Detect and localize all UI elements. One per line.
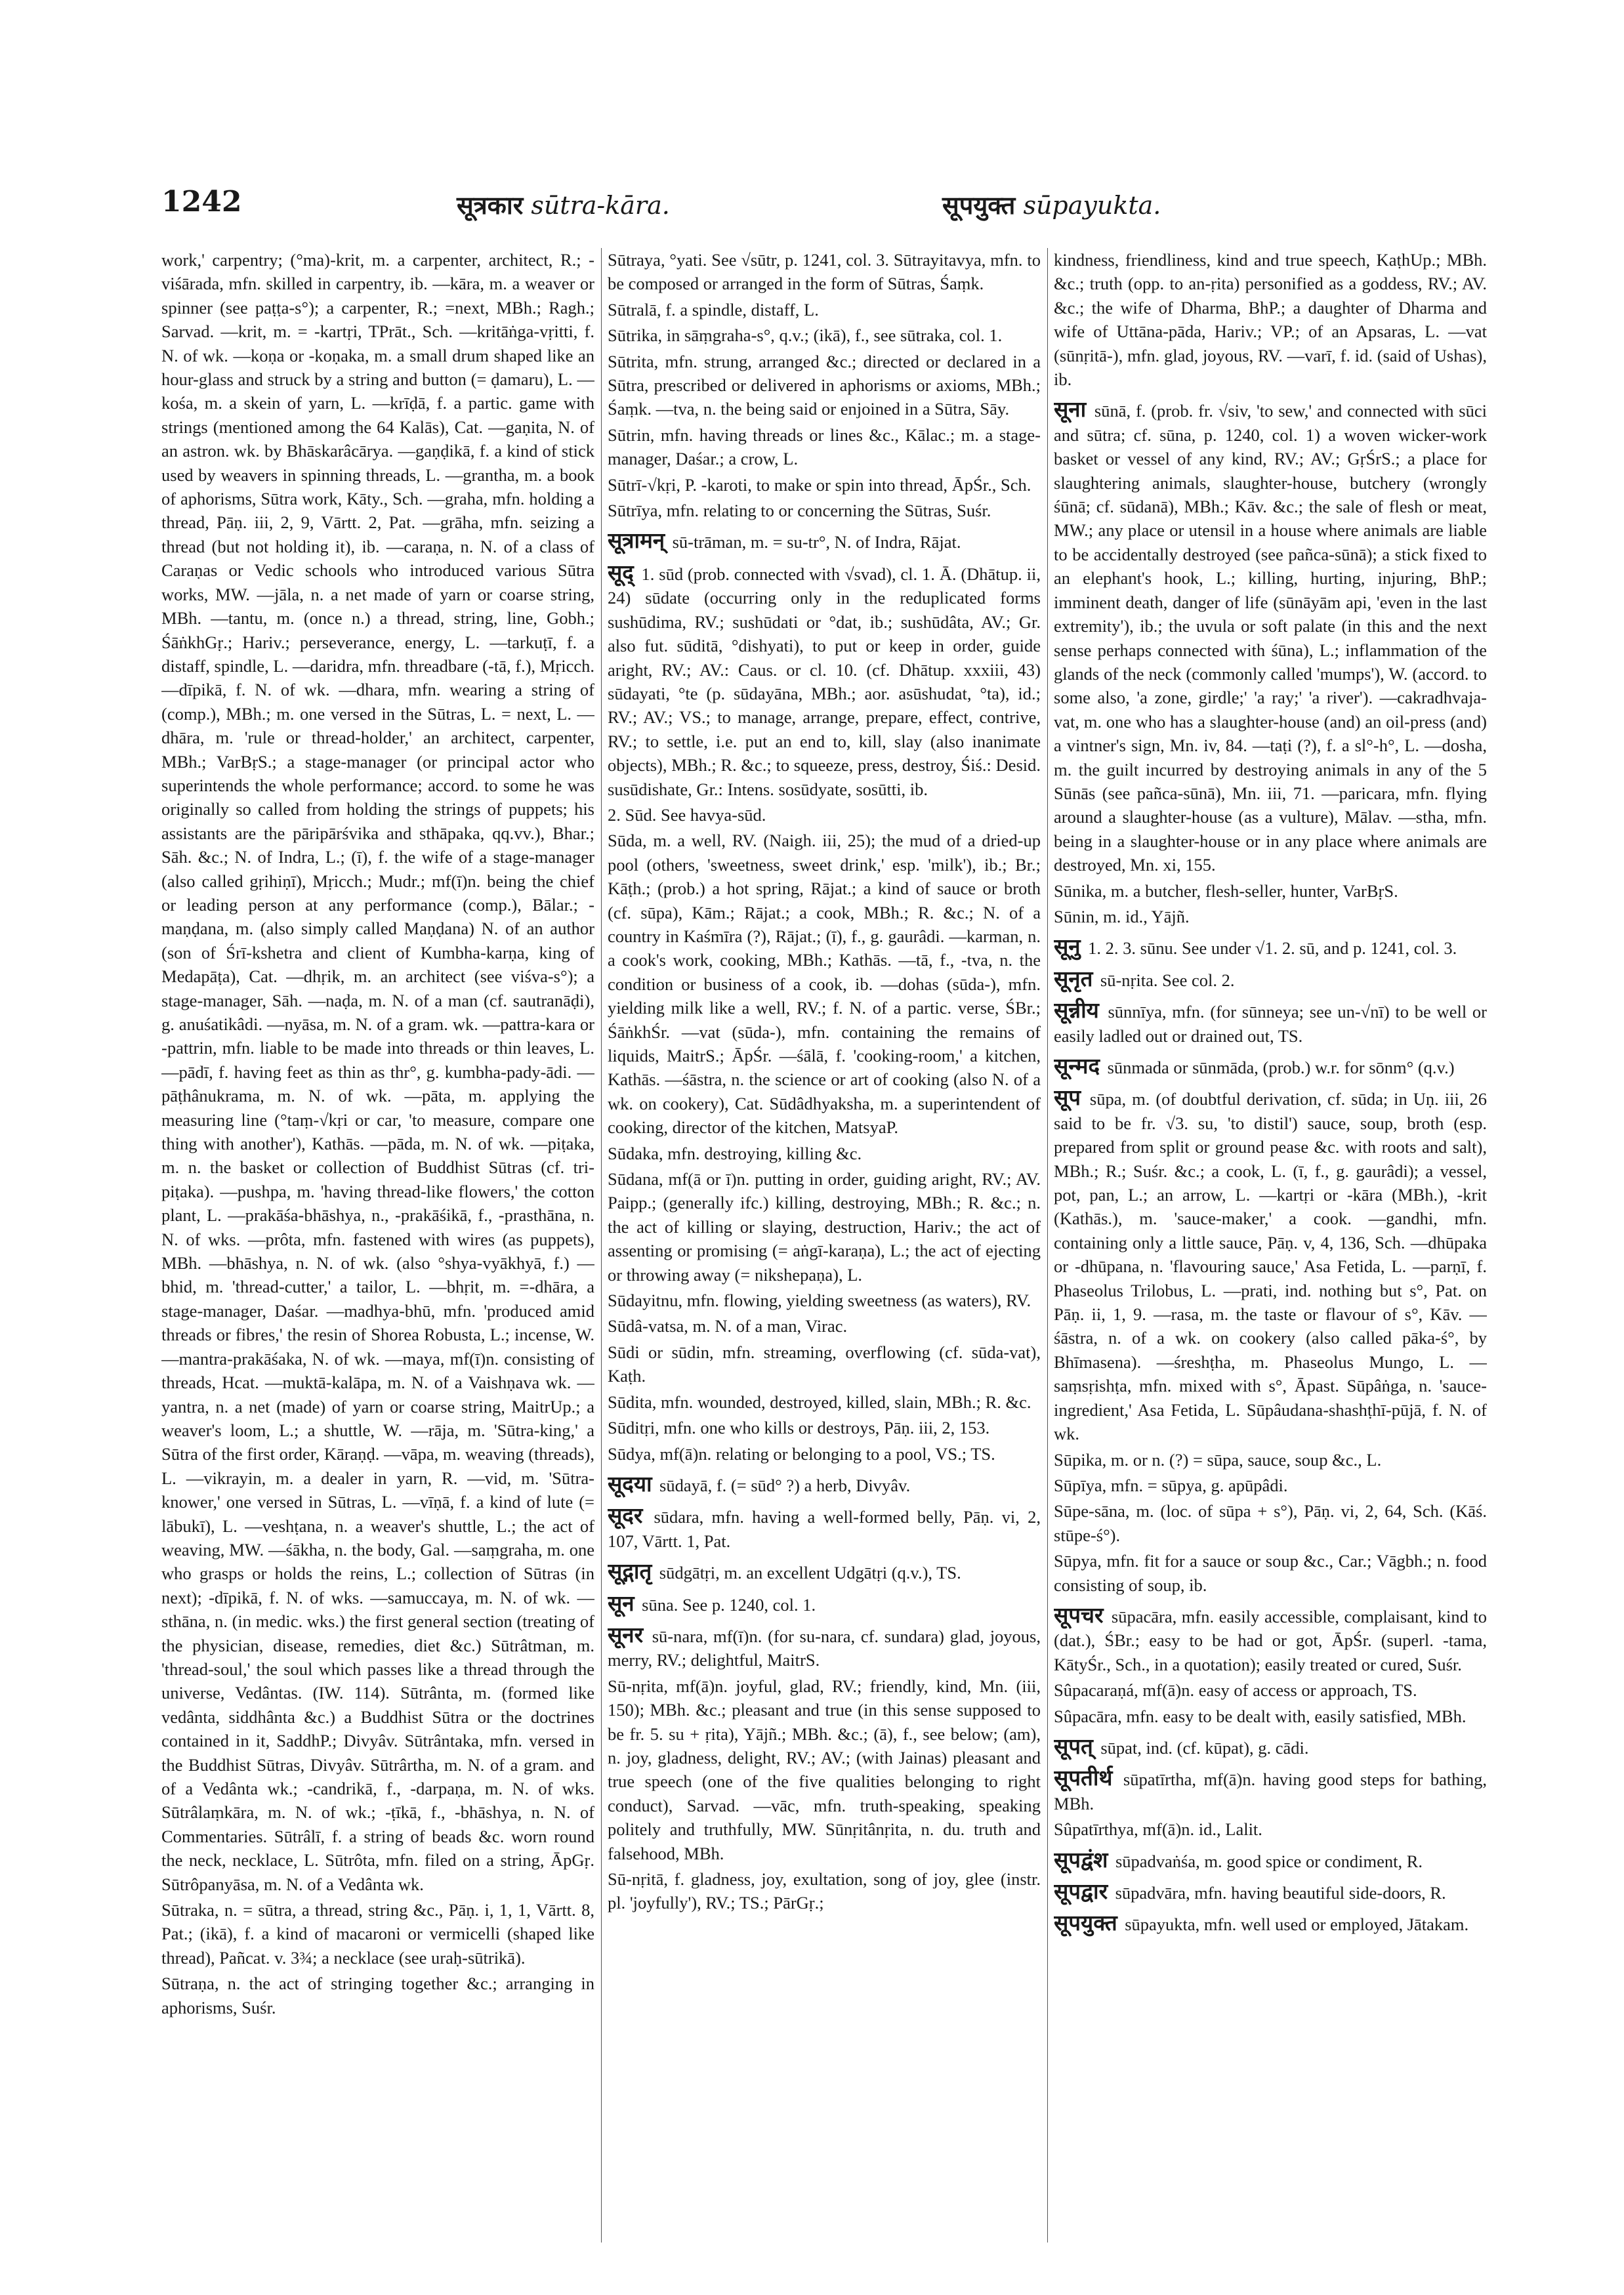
entry-text: Sūtrīya, mfn. relating to or concerning the Sūtras, Suśr. [608, 501, 991, 521]
entry-text: sūpayukta, mfn. well used or employed, Jātakam. [1125, 1914, 1469, 1935]
column-divider [601, 248, 602, 2243]
entry-text: Sûpatīrthya, mf(ā)n. id., Lalit. [1054, 1819, 1262, 1840]
entry-text: kindness, friendliness, kind and true speech, KaṭhUp.; MBh. &c.; truth (opp. to an-ṛita) personified as a goddess, RV.; AV. &c.; the wife of Dharma, BhP.; a daughter of Dharma and wife of Uttāna-pāda, Hariv.; VP.; of an Apsaras, L. —vat (sūnṛitā-), mfn. glad, joyous, RV. —varī, f. id. (said of Ushas), ib. [1054, 250, 1487, 390]
entry-headword: सूपद्वंश [1054, 1846, 1115, 1872]
dictionary-entry [1054, 905, 1487, 928]
dictionary-entry [1054, 1911, 1487, 1936]
entry-text: Sūdaka, mfn. destroying, killing &c. [608, 1143, 862, 1163]
entry-text: sūpa, m. (of doubtful derivation, cf. sūda; in Uṇ. iii, 26 said to be fr. √3. su, 'to distil') sauce, soup, broth (esp. prepared from split or ground pease &c. with roots and salt), MBh.; R.; Suśr. &c.; a cook, L. (ī, f., g. gaurâdi); a vessel, pot, pan, L.; an arrow, L. —kartṛi or -kāra (MBh.), -krit (Kathās.), m. 'sauce-maker,' a cook. —gandhi, mfn. containing only a little sauce, Pāṇ. v, 4, 136, Sch. —dhūpaka or -dhūpana, n. 'flavouring sauce,' Asa Fetida, L. —parṇī, f. Phaseolus Trilobus, L. —prati, ind. nothing but s°, Pat. on Pāṇ. ii, 1, 9. —rasa, m. the taste or flavour of s°, Kāv. —śāstra, n. of a wk. on cookery (also called pāka-ś°, by Bhīmasena). —śreshṭha, m. Phaseolus Mungo, L. —saṃsṛishṭa, mfn. mixed with s°, Āpast. Sūpâṅga, n. 'sauce-ingredient,' Asa Fetida, L. Sūpâudana-shashṭhī-pūjā, f. N. of wk. [1054, 1089, 1487, 1444]
entry-headword: सूदया [608, 1470, 660, 1497]
entry-text: Sū-nṛitā, f. gladness, joy, exultation, song of joy, glee (instr. pl. 'joyfully'), RV.; TS.; PārGṛ.; [608, 1869, 1041, 1913]
entry-text: Sūpe-sāna, m. (loc. of sūpa + s°), Pāṇ. vi, 2, 64, Sch. (Kāś. stūpe-ś°). [1054, 1501, 1487, 1545]
entry-headword: सूदर [608, 1502, 654, 1529]
right-running-headword [942, 188, 1161, 222]
dictionary-entry [1054, 1880, 1487, 1905]
entry-text: 1. 2. 3. sūnu. See under √1. 2. sū, and p. 1241, col. 3. [1088, 938, 1457, 959]
entry-text: Sûpacaraṇá, mf(ā)n. easy of access or approach, TS. [1054, 1680, 1417, 1701]
entry-headword: सूनु [1054, 934, 1089, 960]
dictionary-entry [1054, 999, 1487, 1048]
entry-text: Sūtrika, in sāṃgraha-s°, q.v.; (ikā), f., see sūtraka, col. 1. [608, 325, 1003, 346]
dictionary-entry [1054, 967, 1487, 992]
right-headword-roman: sūpayukta. [1023, 191, 1161, 220]
dictionary-entry [1054, 1474, 1487, 1497]
entry-headword: सूपचर [1054, 1602, 1112, 1628]
dictionary-entry [608, 1289, 1041, 1312]
entry-text: Sūpika, m. or n. (?) = sūpa, sauce, soup &c., L. [1054, 1449, 1382, 1470]
entry-text: sūdgātṛi, m. an excellent Udgātṛi (q.v.), TS. [659, 1563, 961, 1583]
entry-text: Sūdi or sūdin, mfn. streaming, overflowing (cf. sūda-vat), Kaṭh. [608, 1342, 1041, 1386]
entry-headword: सून्नीय [1054, 997, 1108, 1023]
entry-headword: सूना [1054, 396, 1094, 423]
dictionary-entry [608, 473, 1041, 497]
entry-text: Sūpya, mfn. fit for a sauce or soup &c., Car.; Vāgbh.; n. food consisting of soup, ib. [1054, 1551, 1487, 1595]
dictionary-entry [608, 1340, 1041, 1388]
entry-text: sū-trāman, m. = su-tr°, N. of Indra, Rājat. [672, 532, 961, 552]
dictionary-entry [608, 1674, 1041, 1865]
dictionary-entry [608, 1592, 1041, 1617]
entry-text: sū-nṛita. See col. 2. [1100, 970, 1235, 990]
entry-text: work,' carpentry; (°ma)-krit, m. a carpenter, architect, R.; -viśārada, mfn. skilled in carpentry, ib. —kāra, m. a weaver or spinner (see paṭṭa-s°); a carpenter, R.; =next, MBh.; Ragh.; Sarvad. —krit, m. = -kartṛi, TPrāt., Sch. —kritāṅga-vṛitti, f. N. of wk. —koṇa or -koṇaka, m. a small drum shaped like an hour-glass and struck by a string and button (= ḍamaru), L. —kośa, m. a skein of yarn, L. —krīḍā, f. a partic. game with strings (mentioned among the 64 Kalās), Cat. —gaṇita, N. of an astron. wk. by Bhāskarâcārya. —gaṇḍikā, f. a kind of stick used by weavers in spinning threads, L. —grantha, m. a book of aphorisms, Sūtra work, Kāty., Sch. —graha, mfn. holding a thread, Pāṇ. iii, 2, 9, Vārtt. 2, Pat. —grāha, mfn. seizing a thread (but not holding it), ib. —caraṇa, n. N. of a class of Caraṇas or Vedic schools who introduced various Sūtra works, MW. —jāla, n. a net made of yarn or coarse string, MBh. —tantu, m. (once n.) a thread, string, line, Gobh.; ŚāṅkhGṛ.; Hariv.; perseverance, energy, L. —tarkuṭī, f. a distaff, spindle, L. —daridra, mfn. threadbare (-tā, f.), Mṛicch. —dīpikā, f. N. of wk. —dhara, mfn. wearing a string of (comp.), MBh.; m. one versed in the Sūtras, L. = next, L. —dhāra, m. 'rule or thread-holder,' an architect, carpenter, MBh.; VarBṛS.; a stage-manager (or principal actor who superintends the whole performance; accord. to some he was originally so called from holding the strings of puppets; his assistants are the pāripārśvika and sthāpaka, qq.vv.), Bhar.; Sāh. &c.; N. of Indra, L.; (ī), f. the wife of a stage-manager (also called gṛihiṇī), Mṛicch.; Mudr.; mf(ī)n. being the chief or leading person at any performance (comp.), Bālar.; -maṇḍana, m. (also simply called Maṇḍana) N. of an author (son of Śrī-kshetra and client of Kumbha-karṇa, king of Medapāṭa), Cat. —dhṛik, m. an architect (see viśva-s°); a stage-manager, Sāh. —naḍa, m. N. of a man (cf. sautranāḍi), g. anuśatikâdi. —nyāsa, m. N. of a gram. wk. —pattra-kara or -pattrin, mfn. liable to be made into threads or thin leaves, L. —pādī, f. having feet as thin as thr°, g. kumbha-pady-ādi. —pāṭhânukrama, m. N. of wk. —pāta, m. applying the measuring line (°taṃ-√kṛi or car, 'to measure, compare one thing with another'), Kathās. —pāda, m. N. of wk. —piṭaka, m. n. the basket or collection of Buddhist Sūtras (cf. tri-piṭaka). —pushpa, m. 'having thread-like flowers,' the cotton plant, L. —prakāśa-bhāshya, n., -prakāśikā, f., -prasthāna, n. N. of wks. —prôta, mfn. fastened with wires (as puppets), MBh. —bhāshya, n. N. of wk. (also °shya-vyākhyā, f.) —bhid, m. 'thread-cutter,' a tailor, L. —bhṛit, m. =-dhāra, a stage-manager, Daśar. —madhya-bhū, mfn. 'produced amid threads or fibres,' the resin of Shorea Robusta, L.; incense, W. —mantra-prakāśaka, N. of wk. —maya, mf(ī)n. consisting of threads, Hcat. —muktā-kalāpa, m. N. of a Vaishṇava wk. —yantra, n. a net (made) of yarn or coarse string, MaitrUp.; a weaver's loom, L.; a shuttle, W. —rāja, m. 'Sūtra-king,' a Sūtra of the first order, Kāraṇḍ. —vāpa, m. weaving (threads), L. —vikrayin, m. a dealer in yarn, R. —vid, m. 'Sūtra-knower,' one versed in Sūtras, L. —vīṇā, f. a kind of lute (= lābukī), L. —veshṭana, n. a weaver's shuttle, L.; the act of weaving, MW. —śākha, n. the body, Gal. —saṃgraha, m. one who grasps or holds the reins, L.; collection of Sūtras (in next); -dīpikā, f. N. of wks. —samuccaya, m. N. of wk. —sthāna, n. (in medic. wks.) the first general section (treating of the physician, disease, remedies, diet &c.) Sūtrâtman, m. 'thread-soul,' the soul which passes like a thread through the universe, Vedântas. (IW. 114). Sūtrânta, m. (formed like vedânta, siddhânta &c.) a Buddhist Sūtra or the doctrines contained in it, SaddhP.; Divyâv. Sūtrântaka, mfn. versed in the Buddhist Sūtras, Divyâv. Sūtrârtha, m. N. of a gram. and of a Vedânta wk.; -candrikā, f., -darpaṇa, m. N. of wks. Sūtrâlaṃkāra, m. N. of wk.; -ṭīkā, f., -bhāshya, n. N. of Commentaries. Sūtrâlī, f. a string of beads &c. worn round the neck, necklace, L. Sūtrôta, mfn. filed on a string, ĀpGṛ. Sūtrôpanyāsa, m. N. of a Vedânta wk. [161, 250, 594, 1894]
dictionary-entry [1054, 248, 1487, 391]
dictionary-entry [608, 803, 1041, 827]
dictionary-entry [608, 1472, 1041, 1497]
dictionary-entry [608, 1167, 1041, 1287]
dictionary-entry [1054, 879, 1487, 903]
dictionary-column-3 [1054, 248, 1487, 2243]
dictionary-entry [608, 298, 1041, 321]
entry-headword: सूपत् [1054, 1733, 1101, 1759]
column-divider [1047, 248, 1048, 2243]
entry-text: sūnmada or sūnmāda, (prob.) w.r. for sōnm° (q.v.) [1107, 1058, 1455, 1077]
entry-headword: सूनृत [1054, 965, 1100, 991]
dictionary-entry [608, 423, 1041, 471]
dictionary-entry [1054, 1848, 1487, 1873]
entry-text: 2. Sūd. See havya-sūd. [608, 804, 766, 825]
entry-text: sūpadvāra, mfn. having beautiful side-doors, R. [1115, 1883, 1446, 1903]
entry-text: Sū-nṛita, mf(ā)n. joyful, glad, RV.; friendly, kind, Mn. (iii, 150); MBh. &c.; pleasant and true (in this sense supposed to be fr. 5. su + ṛita), Yājñ.; MBh. &c.; (ā), f., see below; (am), n. joy, gladness, delight, RV.; AV.; (with Jainas) pleasant and true speech (one of the five qualities belonging to right conduct), Sarvad. —vāc, mfn. truth-speaking, speaking politely and truthfully, MW. Sūnṛitânṛita, n. du. truth and falsehood, MBh. [608, 1676, 1041, 1863]
dictionary-entry [1054, 1499, 1487, 1547]
entry-text: sūdayā, f. (= sūd° ?) a herb, Divyâv. [659, 1475, 911, 1495]
left-headword-devanagari: सूत्रकार [457, 191, 524, 220]
dictionary-entry [608, 829, 1041, 1139]
entry-text: sūnnīya, mfn. (for sūnneya; see un-√nī) to be well or easily ladled out or drained out, TS. [1054, 1002, 1487, 1046]
dictionary-entry [608, 1867, 1041, 1915]
dictionary-entry [1054, 1086, 1487, 1445]
dictionary-entry [1054, 1766, 1487, 1815]
dictionary-entry [1054, 1549, 1487, 1597]
dictionary-entry [1054, 1054, 1487, 1079]
entry-text: sūnā, f. (prob. fr. √siv, 'to sew,' and connected with sūci and sūtra; cf. sūna, p. 1240, col. 1) a woven wicker-work basket or vessel of any kind, RV.; AV.; GṛŚrS.; a place for slaughtering animals, slaughter-house, butchery (wrongly śūnā; cf. sūdanā), MBh.; Kāv. &c.; the sale of flesh or meat, MW.; any place or utensil in a house where animals are liable to be accidentally destroyed (see pañca-sūnā); a stick fixed to an elephant's hook, L.; killing, hurting, injuring, BhP.; imminent death, danger of life (sūnāyām api, 'even in the last extremity'), ib.; the uvula or soft palate (in this and the next sense perhaps connected with śūna), L.; inflammation of the glands of the neck (commonly called 'mumps'), W. (accord. to some also, 'a zone, girdle;' 'a ray;' 'a river'). —cakradhvaja-vat, m. one who has a slaughter-house (and) an oil-press (and) a vintner's sign, Mn. iv, 84. —taṭi (?), f. a sl°-h°, L. —dosha, m. the guilt incurred by destroying animals in any of the 5 Sūnās (see pañca-sūnā), Mn. iii, 71. —paricara, mfn. flying around a slaughter-house (as a vulture), Mālav. —stha, mfn. being in a slaughter-house or in any place where animals are destroyed, Mn. xi, 155. [1054, 401, 1487, 875]
dictionary-entry [1054, 398, 1487, 877]
entry-text: Sūtraṇa, n. the act of stringing together &c.; arranging in aphorisms, Suśr. [161, 1974, 594, 2017]
entry-headword: सूत्रामन् [608, 527, 673, 554]
dictionary-entry [161, 248, 594, 1896]
entry-text: Sūnin, m. id., Yājñ. [1054, 906, 1190, 926]
entry-headword: सूपद्वार [1054, 1878, 1115, 1904]
entry-text: Sūnika, m. a butcher, flesh-seller, hunter, VarBṛS. [1054, 880, 1398, 901]
entry-text: Sūdayitnu, mfn. flowing, yielding sweetness (as waters), RV. [608, 1291, 1031, 1311]
dictionary-entry [1054, 1735, 1487, 1760]
page-header [161, 185, 1474, 224]
entry-text: sūna. See p. 1240, col. 1. [642, 1594, 816, 1615]
dictionary-entry [608, 1560, 1041, 1584]
dictionary-entry [1054, 1603, 1487, 1676]
entry-text: Sūtralā, f. a spindle, distaff, L. [608, 299, 819, 320]
dictionary-entry [608, 323, 1041, 347]
dictionary-entry [1054, 1448, 1487, 1472]
dictionary-entry [608, 1390, 1041, 1414]
dictionary-entry [608, 1314, 1041, 1338]
entry-headword: सून [608, 1590, 642, 1616]
entry-text: Sūdana, mf(ā or ī)n. putting in order, guiding aright, RV.; AV. Paipp.; (generally ifc.) killing, destroying, MBh.; R. &c.; n. the act of killing or slaying, destruction, Hariv.; the act of assenting or promising (= aṅgī-karaṇa), L.; the act of ejecting or throwing away (= nikshepaṇa), L. [608, 1169, 1041, 1285]
dictionary-entry [1054, 1678, 1487, 1702]
entry-text: 1. sūd (prob. connected with √svad), cl. 1. Ā. (Dhātup. ii, 24) sūdate (occurring only in the reduplicated forms sushūdima, RV.; sushūdati or °dat, ib.; sushūdâta, AV.; Gr. also fut. sūditā, °dishyati), to put or keep in order, guide aright, RV.; AV.: Caus. or cl. 10. (cf. Dhātup. xxxiii, 43) sūdayati, °te (p. sūdayāna, MBh.; aor. asūshudat, °ta), id.; RV.; AV.; VS.; to manage, arrange, prepare, effect, contrive, RV.; to settle, i.e. put an end to, kill, slay (also inanimate objects), MBh.; R. &c.; to squeeze, press, destroy, Śiś.: Desid. susūdishate, Gr.: Intens. sosūdyate, sosūtti, ib. [608, 564, 1041, 799]
dictionary-column-1 [161, 248, 594, 2243]
entry-text: Sūtrita, mfn. strung, arranged &c.; directed or declared in a Sūtra, prescribed or delivered in aphorisms or axioms, MBh.; Śaṃk. —tva, n. the being said or enjoined in a Sūtra, Sāy. [608, 351, 1041, 419]
entry-headword: सूद् [608, 559, 642, 585]
entry-text: Sūda, m. a well, RV. (Naigh. iii, 25); the mud of a dried-up pool (others, 'sweetness, sweet drink,' esp. 'milk'), ib.; Br.; Kāṭh.; (prob.) a hot spring, Rājat.; a kind of sauce or broth (cf. sūpa), Kām.; Rājat.; a cook, MBh.; R. &c.; N. of a country in Kaśmīra (?), Rājat.; (ī), f., g. gaurâdi. —karman, n. a cook's work, cooking, MBh.; Kathās. —tā, f., -tva, n. the condition or business of a cook, ib. —dohas (sūda-), mfn. yielding milk like a well, RV.; f. N. of a partic. verse, ŚBr.; ŚāṅkhŚr. —vat (sūda-), mfn. containing the remains of liquids, MaitrS.; ĀpŚr. —śālā, f. 'cooking-room,' a kitchen, Kathās. —śāstra, n. the science or art of cooking (also N. of a wk. on cookery), Cat. Sūdâdhyaksha, m. a superintendent of cooking, director of the kitchen, MatsyaP. [608, 831, 1041, 1138]
dictionary-entry [161, 1898, 594, 1970]
dictionary-entry [608, 350, 1041, 421]
dictionary-entry [608, 499, 1041, 522]
dictionary-entry [608, 561, 1041, 801]
dictionary-entry [608, 1142, 1041, 1165]
entry-headword: सूनर [608, 1621, 652, 1647]
dictionary-entry [608, 1442, 1041, 1466]
entry-text: Sūtraka, n. = sūtra, a thread, string &c., Pāṇ. i, 1, 1, Vārtt. 8, Pat.; (ikā), f. a kind of macaroni or vermicelli (shaped like thread), Pañcat. v. 3¾; a necklace (see uraḥ-sūtrikā). [161, 1900, 594, 1968]
entry-text: Sūdita, mfn. wounded, destroyed, killed, slain, MBh.; R. &c. [608, 1392, 1031, 1412]
entry-headword: सूप [1054, 1085, 1090, 1111]
dictionary-entry [608, 1504, 1041, 1553]
entry-text: Sûpacāra, mfn. easy to be dealt with, easily satisfied, MBh. [1054, 1706, 1467, 1726]
entry-text: Sūtrin, mfn. having threads or lines &c., Kālac.; m. a stage-manager, Daśar.; a crow, L. [608, 424, 1041, 469]
dictionary-entry [608, 1623, 1041, 1672]
entry-text: Sūpīya, mfn. = sūpya, g. apūpâdi. [1054, 1475, 1288, 1495]
entry-headword: सूपतीर्थ [1054, 1765, 1123, 1791]
dictionary-entry [608, 1416, 1041, 1439]
entry-headword: सूपयुक्त [1054, 1910, 1125, 1936]
dictionary-entry [161, 1972, 594, 2019]
dictionary-entry [1054, 935, 1487, 960]
entry-text: sūpacāra, mfn. easily accessible, complaisant, kind to (dat.), ŚBr.; easy to be had or got, ĀpŚr. (superl. -tama, KātyŚr., Sch., in a quotation); easily treated or cured, Suśr. [1054, 1606, 1487, 1674]
dictionary-column-2 [608, 248, 1041, 2243]
entry-text: Sūtrī-√kṛi, P. -karoti, to make or spin into thread, ĀpŚr., Sch. [608, 474, 1031, 495]
entry-text: sūpatīrtha, mf(ā)n. having good steps for bathing, MBh. [1054, 1769, 1487, 1813]
left-headword-roman: sūtra-kāra. [531, 191, 670, 220]
entry-text: Sūdâ-vatsa, m. N. of a man, Virac. [608, 1316, 848, 1336]
entry-text: sūdara, mfn. having a well-formed belly, Pāṇ. vi, 2, 107, Vārtt. 1, Pat. [608, 1507, 1041, 1551]
entry-text: Sūtraya, °yati. See √sūtr, p. 1241, col. 3. Sūtrayitavya, mfn. to be composed or arranged in the form of Sūtras, Śaṃk. [608, 250, 1041, 294]
entry-text: sū-nara, mf(ī)n. (for su-nara, cf. sundara) glad, joyous, merry, RV.; delightful, MaitrS. [608, 1626, 1041, 1670]
dictionary-entry [608, 248, 1041, 296]
dictionary-entry [1054, 1817, 1487, 1841]
entry-text: Sūdya, mf(ā)n. relating or belonging to a pool, VS.; TS. [608, 1443, 995, 1464]
page-number: 1242 [161, 185, 242, 218]
entry-headword: सून्मद [1054, 1053, 1108, 1079]
dictionary-entry [608, 529, 1041, 554]
right-headword-devanagari: सूपयुक्त [942, 191, 1016, 220]
entry-text: sūpat, ind. (cf. kūpat), g. cādi. [1100, 1737, 1309, 1758]
entry-text: sūpadvaṅśa, m. good spice or condiment, R. [1115, 1851, 1423, 1871]
left-running-headword [457, 188, 670, 222]
entry-headword: सूद्गातृ [608, 1558, 659, 1584]
entry-text: Sūditṛi, mfn. one who kills or destroys, Pāṇ. iii, 2, 153. [608, 1418, 990, 1438]
dictionary-entry [1054, 1705, 1487, 1728]
